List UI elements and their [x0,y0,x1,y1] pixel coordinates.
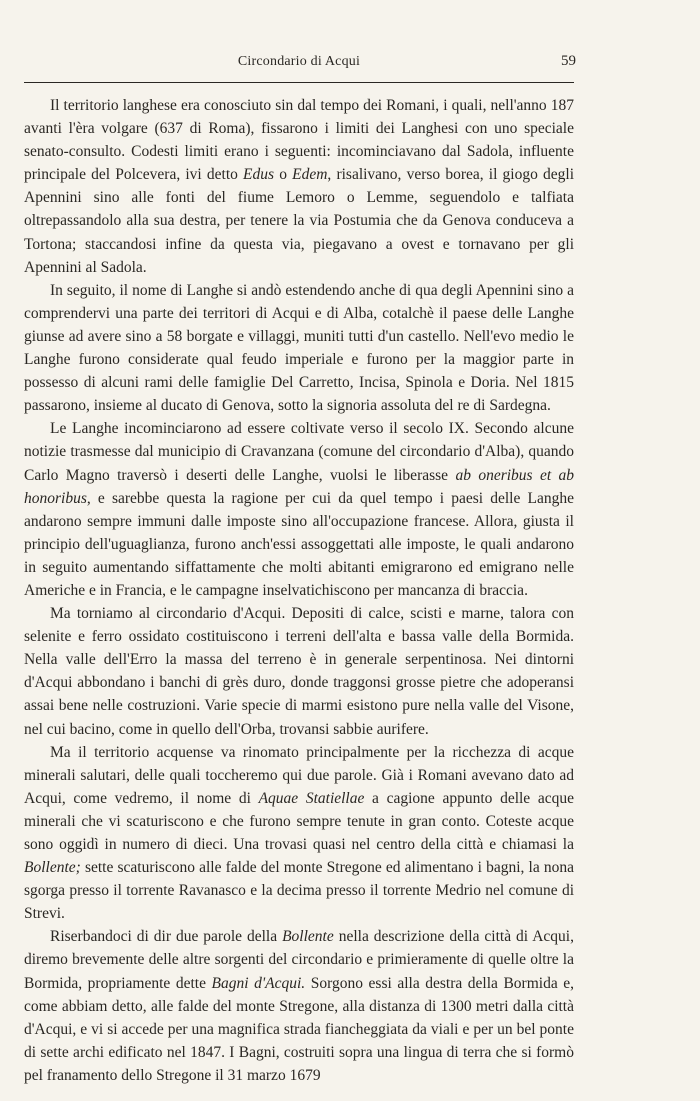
italic-term: Edus [243,166,275,184]
text-run: o [274,166,293,184]
text-run: a cagione appunto delle acque minerali che vi scaturiscono e che furono sempre tenute in gran conto. Coteste acque sono oggidì in numero di dieci. Una trovasi quasi nel centro della città e chiamasi la [24,789,574,853]
italic-term: Aquae Statiellae [258,789,365,807]
text-run: Sorgono essi alla destra della Bormida e, come abbiam detto, alle falde del monte Stregone, alla distanza di 1300 metri dalla città d'Acqui, e vi si accede per una magnifica strada fiancheggiata da viali e per un bel ponte di sette archi edificato nel 1847. I Bagni, costruiti sopra una lingua di terra che si formò pel franamento dello Stregone il 31 marzo 1679 [24,974,574,1084]
paragraph-4: Ma torniamo al circondario d'Acqui. Depositi di calce, scisti e marne, talora con selenite e ferro ossidato costituiscono i terreni dell'alta e bassa valle della Bormida. Nella valle dell'Erro la massa del terreno è in generale serpentinosa. Nei dintorni d'Acqui abbondano i banchi di grès duro, donde traggonsi grosse pietre che adoperansi assai bene nelle costruzioni. Varie specie di marmi esistono pure nella valle del Visone, nel cui bacino, come in quello dell'Orba, trovansi sabbie aurifere. [24,605,574,738]
paragraph-6 [24,925,574,1087]
body-text [24,94,574,1087]
text-run: Riserbandoci di dir due parole della [50,928,283,946]
text-run: Le Langhe incominciarono ad essere coltivate verso il secolo IX. Secondo alcune notizie trasmesse dal municipio di Cravanzana (comune del circondario d'Alba), quando Carlo Magno traversò i deserti delle Langhe, vuolsi le liberasse [24,420,574,484]
header-rule [24,82,574,83]
page-number: 59 [561,53,576,69]
italic-term: ab oneribus et ab honoribus [24,466,574,507]
paragraph-1 [24,94,574,279]
text-run: Il territorio langhese era conosciuto sin dal tempo dei Romani, i quali, nell'anno 187 avanti l'èra volgare (637 di Roma), fissarono i limiti dei Langhesi con uno speciale senato-consulto. Codesti limiti erano i seguenti: incominciavano dal Sadola, influente principale del Polcevera, ivi detto [24,97,574,184]
paragraph-5 [24,741,574,926]
italic-term: Bagni d'Acqui. [211,974,306,992]
text-run: sette scaturiscono alle falde del monte Stregone ed alimentano i bagni, la nona sgorga presso il torrente Ravanasco e la decima presso il torrente Medrio nel comune di Strevi. [24,859,574,923]
running-title: Circondario di Acqui [237,54,361,69]
italic-term: Bollente [282,928,334,946]
italic-term: Bollente; [24,859,81,877]
page-header [24,46,574,76]
text-run: nella descrizione della città di Acqui, diremo brevemente delle altre sorgenti del circondario e primieramente di quelle oltre la Bormida, propriamente dette [24,928,574,992]
text-run: , risalivano, verso borea, il giogo degli Apennini sino alle fonti del fiume Lemoro o Lemme, seguendolo e talfiata oltrepassandolo alla sua destra, per tenere la via Postumia che da Genova conduceva a Tortona; staccandosi infine da questa via, piegavano a ovest e tornavano per gli Apennini al Sadola. [24,166,575,276]
paragraph-2: In seguito, il nome di Langhe si andò estendendo anche di qua degli Apennini sino a comprendervi una parte dei territori di Acqui e di Alba, cotalchè il paese delle Langhe giunse ad avere sino a 58 borgate e villaggi, muniti tutti d'un castello. Nell'evo medio le Langhe furono considerate qual feudo imperiale e furono per la maggior parte in possesso di alcuni rami delle famiglie Del Carretto, Incisa, Spinola e Doria. Nel 1815 passarono, insieme al ducato di Genova, sotto la signoria assoluta del re di Sardegna. [24,281,574,415]
italic-term: Edem [292,166,328,184]
text-run: Ma il territorio acquense va rinomato principalmente per la ricchezza di acque minerali salutari, delle quali toccheremo qui due parole. Già i Romani avevano dato ad Acqui, come vedremo, il nome di [24,743,574,807]
paragraph-3 [24,417,574,602]
text-run: , e sarebbe questa la ragione per cui da quel tempo i paesi delle Langhe andarono sempre immuni dalle imposte sino all'occupazione francese. Allora, giusta il principio dell'uguaglianza, furono anch'essi assoggettati alle imposte, le quali andarono in seguito aumentando siffattamente che molti abitanti emigrarono ed emigrano nelle Americhe e in Francia, e le campagne inselvatichiscono per mancanza di braccia. [24,489,574,599]
